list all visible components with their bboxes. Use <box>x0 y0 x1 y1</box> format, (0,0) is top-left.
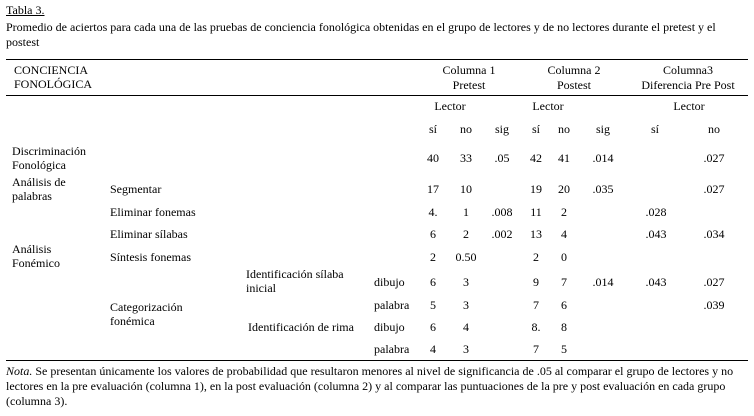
cell: 2 <box>463 227 469 241</box>
cell: 19 <box>530 182 542 196</box>
cell: 4 <box>561 227 567 241</box>
top-rule <box>6 59 748 60</box>
header-col1-sub: Pretest <box>452 78 486 92</box>
cell: 2 <box>430 250 436 264</box>
no-col3: no <box>708 122 720 136</box>
lector-col1: Lector <box>434 99 466 113</box>
label-analisis-palabras: Análisis de palabras <box>12 175 66 203</box>
header-conciencia: CONCIENCIA FONOLÓGICA <box>14 63 92 91</box>
no-col2: no <box>558 122 570 136</box>
cell: .034 <box>703 227 725 241</box>
cell: 42 <box>530 151 542 165</box>
cell: 4 <box>430 342 436 356</box>
cell: 2 <box>533 250 539 264</box>
cell: .027 <box>703 151 725 165</box>
label-segmentar: Segmentar <box>110 182 162 196</box>
cell: 0 <box>561 250 567 264</box>
label-analisis-fonemico: Análisis Fonémico <box>12 242 60 270</box>
cell: .027 <box>703 275 725 289</box>
cell: 11 <box>530 205 542 219</box>
si-col1: sí <box>428 122 438 136</box>
note-label: Nota. <box>6 364 33 378</box>
label-discriminacion: Discriminación Fonológica <box>12 144 86 172</box>
cell: 41 <box>558 151 570 165</box>
group-rule <box>6 95 748 96</box>
label-palabra-2: palabra <box>374 342 410 356</box>
cell: 5 <box>430 298 436 312</box>
cell: 0.50 <box>455 250 477 264</box>
cell: .035 <box>592 182 614 196</box>
header-col3-title: Columna3 <box>663 63 713 77</box>
cell: 4. <box>428 205 438 219</box>
cell: 6 <box>430 227 436 241</box>
cell: 7 <box>533 342 539 356</box>
cell: 40 <box>427 151 439 165</box>
cell: .043 <box>645 227 667 241</box>
label-eliminar-fonemas: Eliminar fonemas <box>110 205 196 219</box>
cell: 3 <box>463 298 469 312</box>
cell: .043 <box>645 275 667 289</box>
cell: .027 <box>703 182 725 196</box>
lector-col3: Lector <box>673 99 705 113</box>
cell: .039 <box>703 298 725 312</box>
cell: 3 <box>463 275 469 289</box>
cell: 6 <box>561 298 567 312</box>
label-sintesis-fonemas: Síntesis fonemas <box>110 250 191 264</box>
label-dibujo-1: dibujo <box>374 275 405 289</box>
cell: 1 <box>463 205 469 219</box>
label-eliminar-silabas: Eliminar sílabas <box>110 227 188 241</box>
table-caption-label: Tabla 3. <box>6 3 45 17</box>
cell: 7 <box>561 275 567 289</box>
cell: 9 <box>533 275 539 289</box>
no-col1: no <box>460 122 472 136</box>
label-dibujo-2: dibujo <box>374 320 405 334</box>
cell: 20 <box>558 182 570 196</box>
cell: 8. <box>531 320 541 334</box>
label-ident-silaba: Identificación sílaba inicial <box>246 267 344 295</box>
header-col1-title: Columna 1 <box>442 63 496 77</box>
lector-col2: Lector <box>532 99 564 113</box>
note-text: Se presentan únicamente los valores de probabilidad que resultaron menores al nivel de significancia de .05 al comparar el grupo de lectores y no lectores en la pre evaluación (columna 1), en la post evaluación (columna 2) y al comparar las puntuaciones de la pre y post evaluación en cada grupo (columna 3). <box>6 364 734 408</box>
table-caption-title: Promedio de aciertos para cada una de las pruebas de conciencia fonológica obtenidas en el grupo de lectores y de no lectores durante el pretest y el postest <box>6 20 716 49</box>
label-palabra-1: palabra <box>374 298 410 312</box>
si-col2: sí <box>531 122 541 136</box>
sig-col2: sig <box>595 122 611 136</box>
cell: .05 <box>494 151 510 165</box>
si-col3: sí <box>650 122 660 136</box>
header-col2-sub: Postest <box>556 78 592 92</box>
cell: 13 <box>530 227 542 241</box>
header-col2-title: Columna 2 <box>547 63 601 77</box>
cell: 7 <box>533 298 539 312</box>
bottom-rule <box>6 360 748 361</box>
cell: 2 <box>561 205 567 219</box>
cell: .028 <box>645 205 667 219</box>
cell: 10 <box>460 182 472 196</box>
header-col3-sub: Diferencia Pre Post <box>641 78 735 92</box>
cell: 8 <box>561 320 567 334</box>
label-ident-rima: Identificación de rima <box>248 320 354 334</box>
cell: .014 <box>592 151 614 165</box>
cell: 6 <box>430 275 436 289</box>
cell: 5 <box>561 342 567 356</box>
cell: .008 <box>491 205 513 219</box>
label-categorizacion: Categorización fonémica <box>110 300 183 328</box>
cell: 3 <box>463 342 469 356</box>
cell: 33 <box>460 151 472 165</box>
sig-col1: sig <box>494 122 510 136</box>
table-note <box>6 364 750 409</box>
cell: .014 <box>592 275 614 289</box>
cell: 17 <box>427 182 439 196</box>
cell: 6 <box>430 320 436 334</box>
cell: .002 <box>491 227 513 241</box>
cell: 4 <box>463 320 469 334</box>
